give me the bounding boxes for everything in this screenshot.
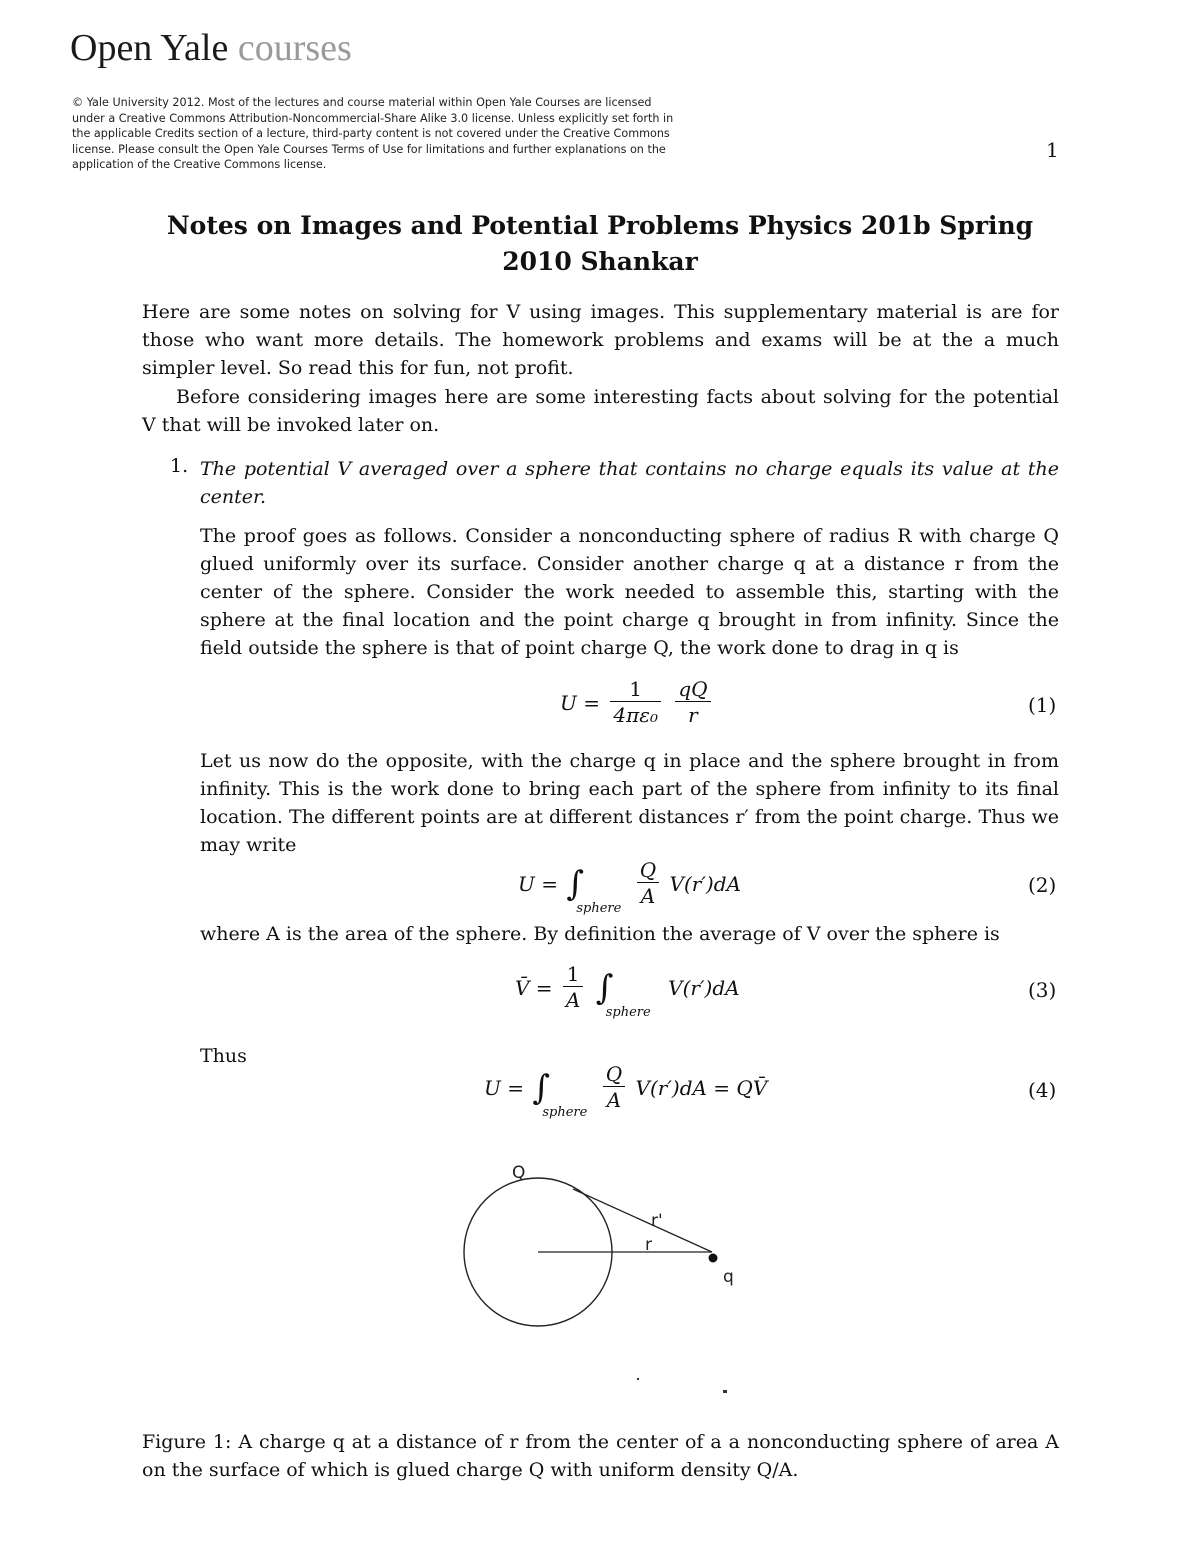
- eq1-frac2-numerator: qQ: [675, 677, 710, 702]
- eq3-lhs: V̄ =: [515, 975, 553, 1000]
- point-charge-q: [709, 1254, 718, 1263]
- equation-4-number: (4): [1028, 1078, 1057, 1102]
- eq4-frac-denominator: A: [606, 1088, 622, 1112]
- eq4-integral-glyph: ∫: [532, 1067, 551, 1108]
- license-line: the applicable Credits section of a lecture, third-party content is not covered under the Creative Commons: [72, 127, 670, 141]
- eq1-fraction-constant: [610, 677, 661, 728]
- logo-brand-dark: Open Yale: [70, 27, 229, 69]
- let-us-paragraph: Let us now do the opposite, with the charge q in place and the sphere brought in from infinity. This is the work done to bring each part of the sphere from infinity to its final location. The different points are at different distances r′ from the point charge. Thus we may write: [200, 750, 1059, 856]
- eq1-frac1-denominator: 4πε₀: [613, 703, 658, 727]
- distance-r-prime-line: [573, 1189, 712, 1252]
- document-title: Notes on Images and Potential Problems Physics 201b Spring 2010 Shankar: [166, 211, 1034, 276]
- eq3-integral-glyph: ∫: [595, 967, 614, 1008]
- before-paragraph: Before considering images here are some interesting facts about solving for the potential V that will be invoked later on.: [142, 386, 1059, 436]
- eq2-frac-numerator: Q: [637, 858, 659, 883]
- eq2-integral-subscript: sphere: [576, 900, 622, 916]
- eq1-fraction-charges: [675, 677, 710, 728]
- sphere-charge-figure: [450, 1150, 750, 1335]
- eq1-frac1-numerator: 1: [610, 677, 661, 702]
- eq3-frac-numerator: 1: [563, 962, 583, 987]
- theorem-statement: The potential V averaged over a sphere that contains no charge equals its value at the center.: [200, 458, 1059, 508]
- open-yale-logo: [70, 26, 352, 70]
- thus-paragraph: Thus: [200, 1045, 247, 1067]
- equation-3: [515, 962, 740, 1020]
- license-line: application of the Creative Commons license.: [72, 158, 327, 172]
- list-item-number: 1.: [170, 455, 189, 477]
- license-line: license. Please consult the Open Yale Courses Terms of Use for limitations and further explanations on the: [72, 142, 666, 156]
- label-r: r: [645, 1235, 652, 1255]
- label-Q: Q: [512, 1163, 526, 1183]
- equation-3-number: (3): [1028, 978, 1057, 1002]
- equation-2-number: (2): [1028, 873, 1057, 897]
- eq3-fraction: [563, 962, 583, 1013]
- stray-mark: [723, 1390, 727, 1393]
- eq3-integral-subscript: sphere: [605, 1004, 651, 1020]
- label-q: q: [723, 1267, 734, 1287]
- page-number: 1: [1046, 138, 1059, 162]
- equation-1: [560, 677, 715, 728]
- eq3-integral-sign: [595, 967, 651, 1020]
- eq3-frac-denominator: A: [565, 988, 581, 1012]
- eq4-lhs: U =: [484, 1075, 524, 1100]
- eq1-frac2-denominator: r: [688, 703, 698, 727]
- eq2-frac-denominator: A: [640, 884, 656, 908]
- equation-4: [484, 1062, 768, 1120]
- eq2-integral-glyph: ∫: [566, 863, 585, 904]
- eq4-fraction: [603, 1062, 625, 1113]
- equation-1-number: (1): [1028, 693, 1057, 717]
- eq1-lhs: U =: [560, 690, 600, 715]
- eq2-rhs: V(r′)dA: [669, 871, 741, 896]
- eq4-frac-numerator: Q: [603, 1062, 625, 1087]
- where-paragraph: where A is the area of the sphere. By definition the average of V over the sphere is: [200, 923, 1000, 945]
- license-notice: [72, 95, 722, 173]
- logo-brand-light: courses: [237, 27, 352, 69]
- figure-caption: Figure 1: A charge q at a distance of r from the center of a a nonconducting sphere of area A on the surface of which is glued charge Q with uniform density Q/A.: [142, 1431, 1059, 1481]
- eq4-rhs: V(r′)dA = QV̄: [635, 1075, 768, 1100]
- intro-paragraph: Here are some notes on solving for V using images. This supplementary material is are for those who want more details. The homework problems and exams will be at the a much simpler level. So read this for fun, not profit.: [142, 301, 1059, 379]
- license-line: © Yale University 2012. Most of the lectures and course material within Open Yale Courses are licensed: [72, 96, 652, 109]
- eq4-integral-sign: [532, 1067, 588, 1120]
- equation-2: [518, 858, 741, 916]
- eq4-integral-subscript: sphere: [542, 1104, 588, 1120]
- license-line: under a Creative Commons Attribution-Noncommercial-Share Alike 3.0 license. Unless explicitly set forth in: [72, 111, 674, 125]
- label-r-prime: r': [651, 1211, 663, 1231]
- eq2-fraction: [637, 858, 659, 909]
- eq3-rhs: V(r′)dA: [668, 975, 740, 1000]
- proof-paragraph: The proof goes as follows. Consider a nonconducting sphere of radius R with charge Q glued uniformly over its surface. Consider another charge q at a distance r from the center of the sphere. Consider the work needed to assemble this, starting with the sphere at the final location and the point charge q brought in from infinity. Since the field outside the sphere is that of point charge Q, the work done to drag in q is: [200, 525, 1059, 659]
- stray-mark: [637, 1378, 639, 1380]
- eq2-lhs: U =: [518, 871, 558, 896]
- eq2-integral-sign: [566, 863, 622, 916]
